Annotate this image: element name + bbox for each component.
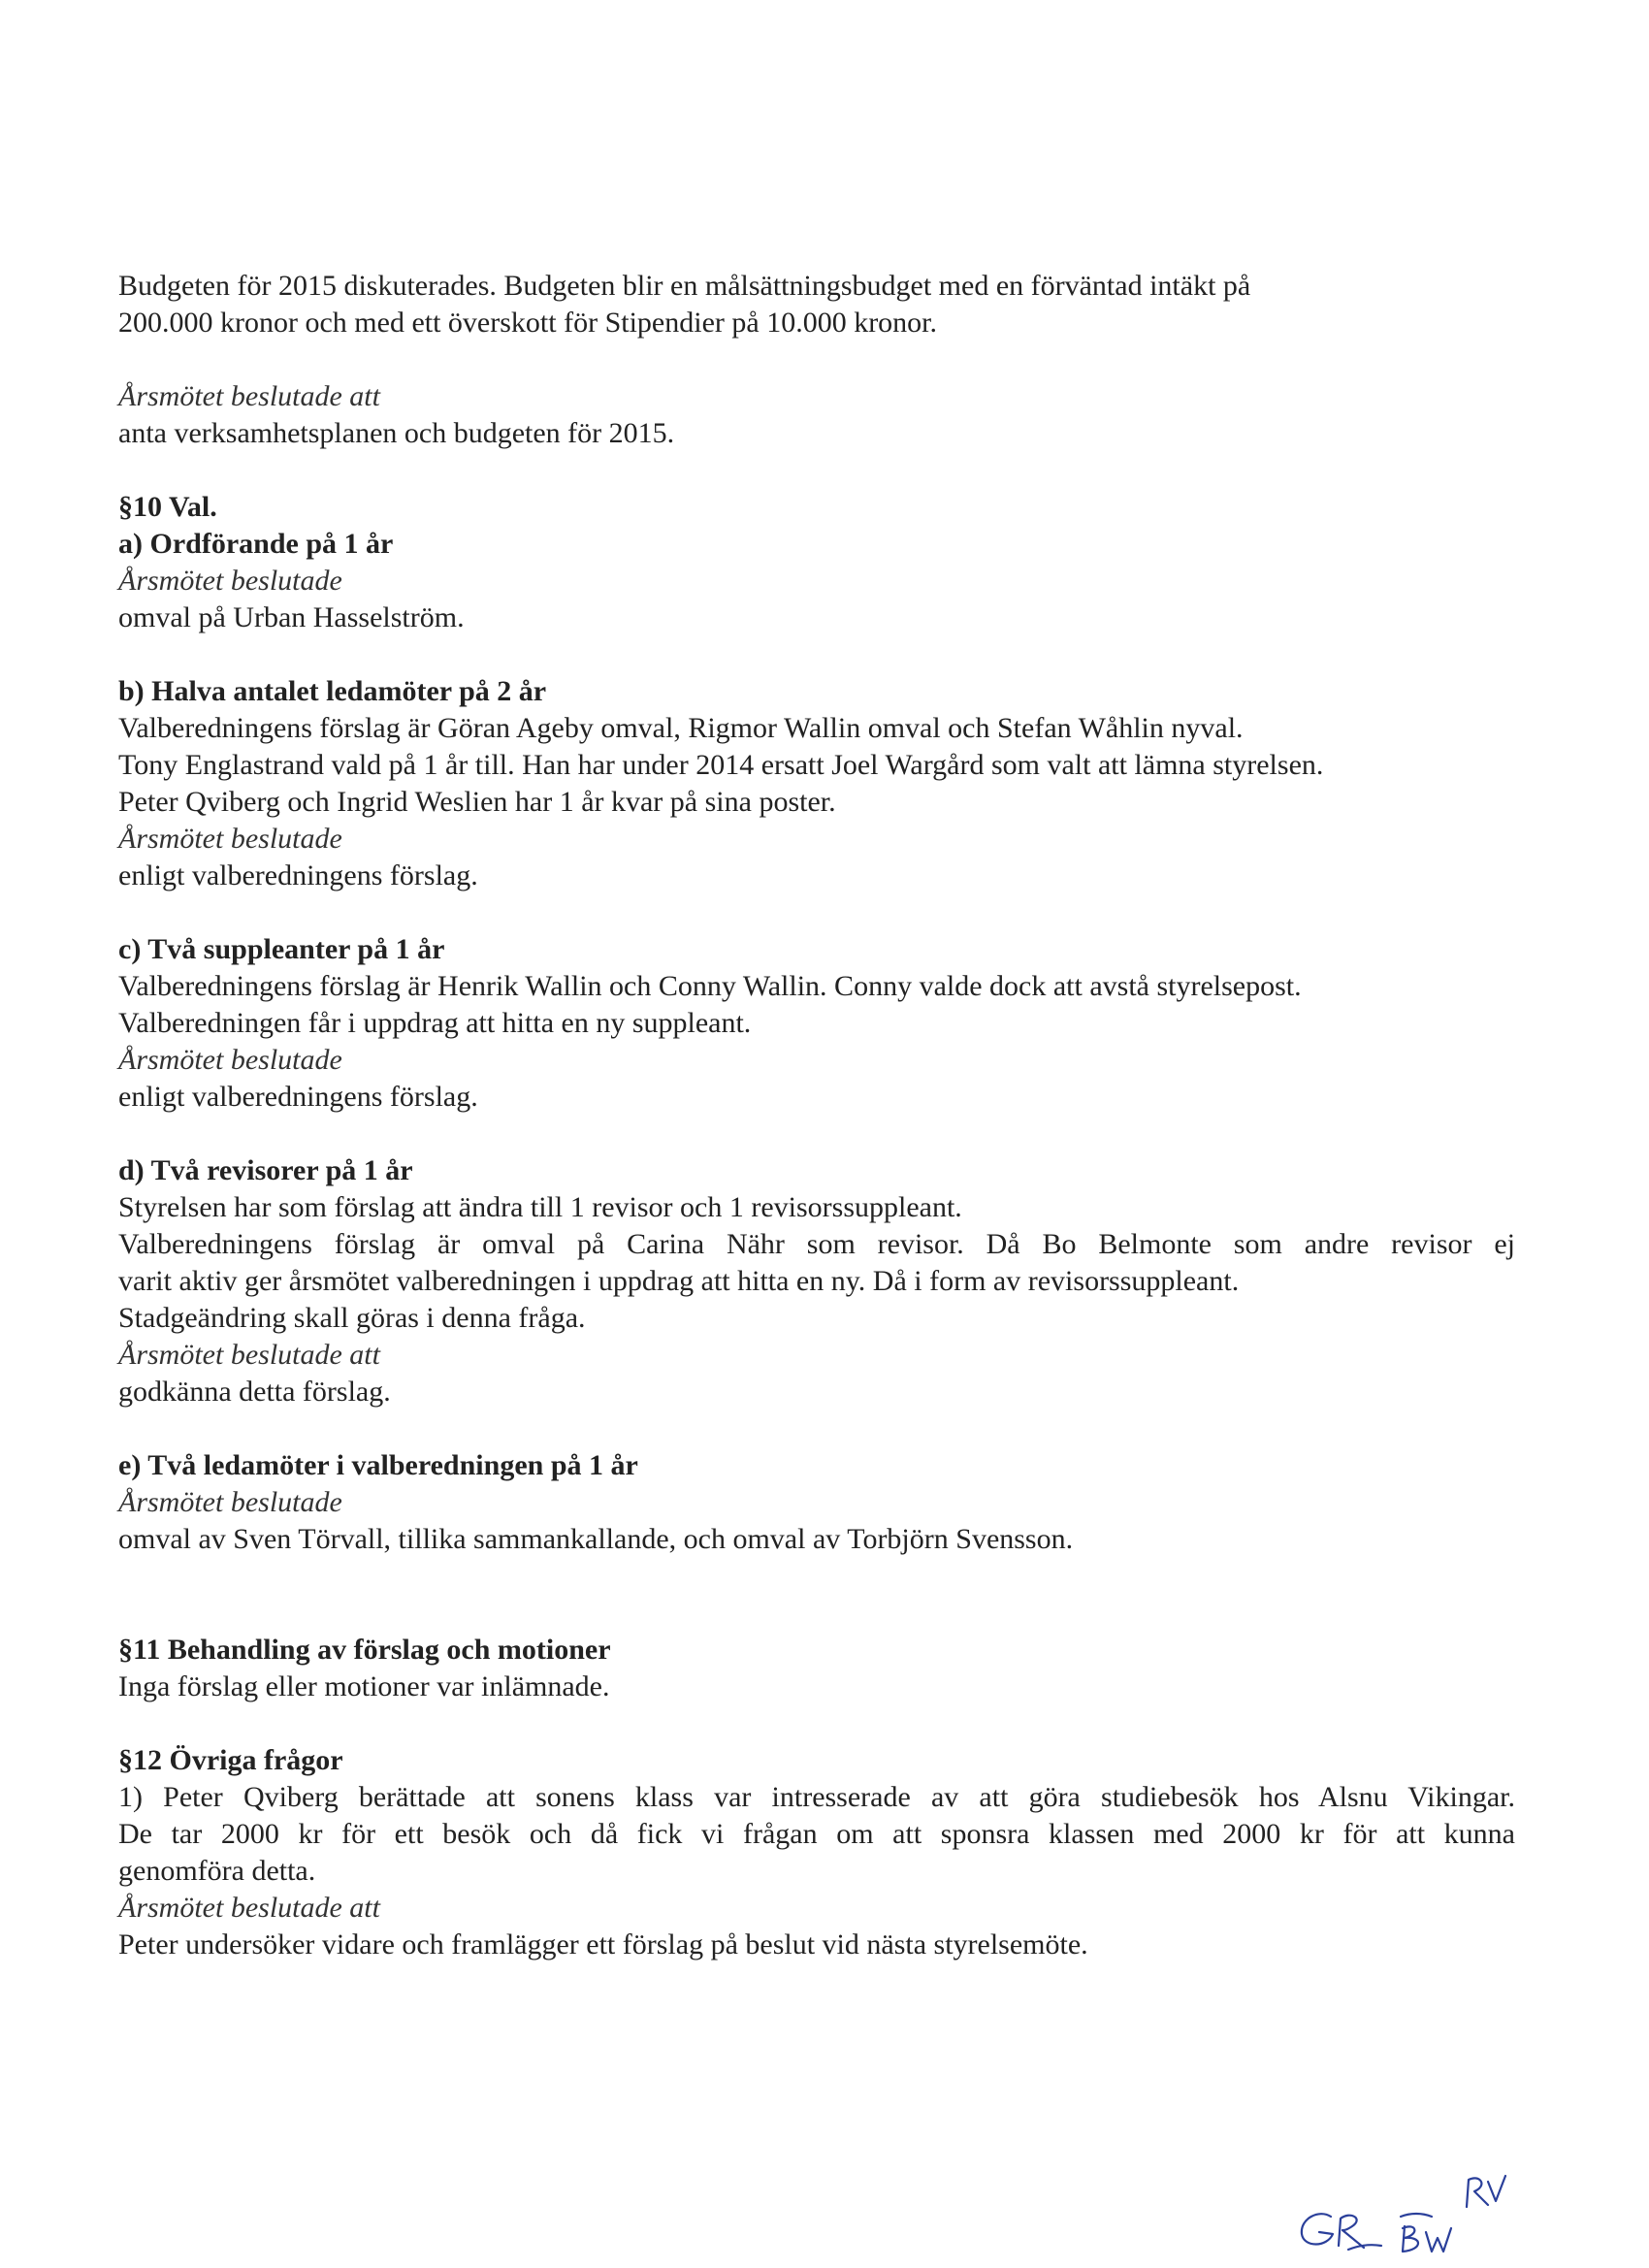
section-10c-heading: c) Två suppleanter på 1 år (118, 933, 445, 965)
section-10d-heading: d) Två revisorer på 1 år (118, 1154, 413, 1186)
section-10d-line-3: varit aktiv ger årsmötet valberedningen i uppdrag att hitta en ny. Då i form av revisorssuppleant. (118, 1265, 1240, 1297)
section-10b-line-3: Peter Qviberg och Ingrid Weslien har 1 år kvar på sina poster. (118, 786, 836, 818)
initials-ink (1302, 2176, 1505, 2252)
section-10c-line-2: Valberedningen får i uppdrag att hitta en ny suppleant. (118, 1007, 752, 1039)
section-12-line-3: genomföra detta. (118, 1855, 316, 1887)
section-10d-line-2: Valberedningens förslag är omval på Carina Nähr som revisor. Då Bo Belmonte som andre revisor ej (118, 1228, 1515, 1260)
section-11-text: Inga förslag eller motioner var inlämnade. (118, 1670, 610, 1702)
section-12-line-2: De tar 2000 kr för ett besök och då fick vi frågan om att sponsra klassen med 2000 kr för att kunna (118, 1818, 1515, 1850)
section-10b-line-2: Tony Englastrand vald på 1 år till. Han har under 2014 ersatt Joel Wargård som valt att lämna styrelsen. (118, 749, 1324, 781)
handwritten-initials (1280, 2168, 1552, 2255)
section-10a-decision: Årsmötet beslutade (118, 565, 342, 597)
section-10d-decision: Årsmötet beslutade att (118, 1339, 380, 1371)
section-12-text: Peter undersöker vidare och framlägger ett förslag på beslut vid nästa styrelsemöte. (118, 1928, 1088, 1960)
document-body (118, 268, 1515, 1963)
section-10b-line-1: Valberedningens förslag är Göran Ageby omval, Rigmor Wallin omval och Stefan Wåhlin nyval. (118, 712, 1244, 744)
section-10-heading: §10 Val. (118, 491, 217, 523)
section-10c-line-1: Valberedningens förslag är Henrik Wallin och Conny Wallin. Conny valde dock att avstå styrelsepost. (118, 970, 1302, 1002)
section-10b-heading: b) Halva antalet ledamöter på 2 år (118, 675, 547, 707)
section-10b-decision: Årsmötet beslutade (118, 823, 342, 855)
section-11-heading: §11 Behandling av förslag och motioner (118, 1634, 611, 1666)
section-12-heading: §12 Övriga frågor (118, 1744, 343, 1776)
decision-label: Årsmötet beslutade att (118, 380, 380, 412)
section-10c-decision: Årsmötet beslutade (118, 1044, 342, 1076)
budget-line-1: Budgeten för 2015 diskuterades. Budgeten blir en målsättningsbudget med en förväntad intäkt på (118, 270, 1251, 302)
section-12-decision: Årsmötet beslutade att (118, 1892, 380, 1924)
section-10e-text: omval av Sven Törvall, tillika sammankallande, och omval av Torbjörn Svensson. (118, 1523, 1074, 1555)
budget-line-2: 200.000 kronor och med ett överskott för Stipendier på 10.000 kronor. (118, 307, 938, 339)
section-10c-text: enligt valberedningens förslag. (118, 1081, 478, 1113)
section-10b-text: enligt valberedningens förslag. (118, 859, 478, 891)
section-10e-decision: Årsmötet beslutade (118, 1486, 342, 1518)
decision-text: anta verksamhetsplanen och budgeten för 2015. (118, 417, 675, 449)
section-10a-heading: a) Ordförande på 1 år (118, 528, 394, 560)
section-10d-line-4: Stadgeändring skall göras i denna fråga. (118, 1302, 586, 1334)
section-10e-heading: e) Två ledamöter i valberedningen på 1 år (118, 1449, 638, 1481)
section-12-line-1: 1) Peter Qviberg berättade att sonens klass var intresserade av att göra studiebesök hos Alsnu Vikingar. (118, 1781, 1515, 1813)
section-10d-text: godkänna detta förslag. (118, 1376, 391, 1408)
section-10a-text: omval på Urban Hasselström. (118, 601, 465, 633)
section-10d-line-1: Styrelsen har som förslag att ändra till 1 revisor och 1 revisorssuppleant. (118, 1191, 962, 1223)
